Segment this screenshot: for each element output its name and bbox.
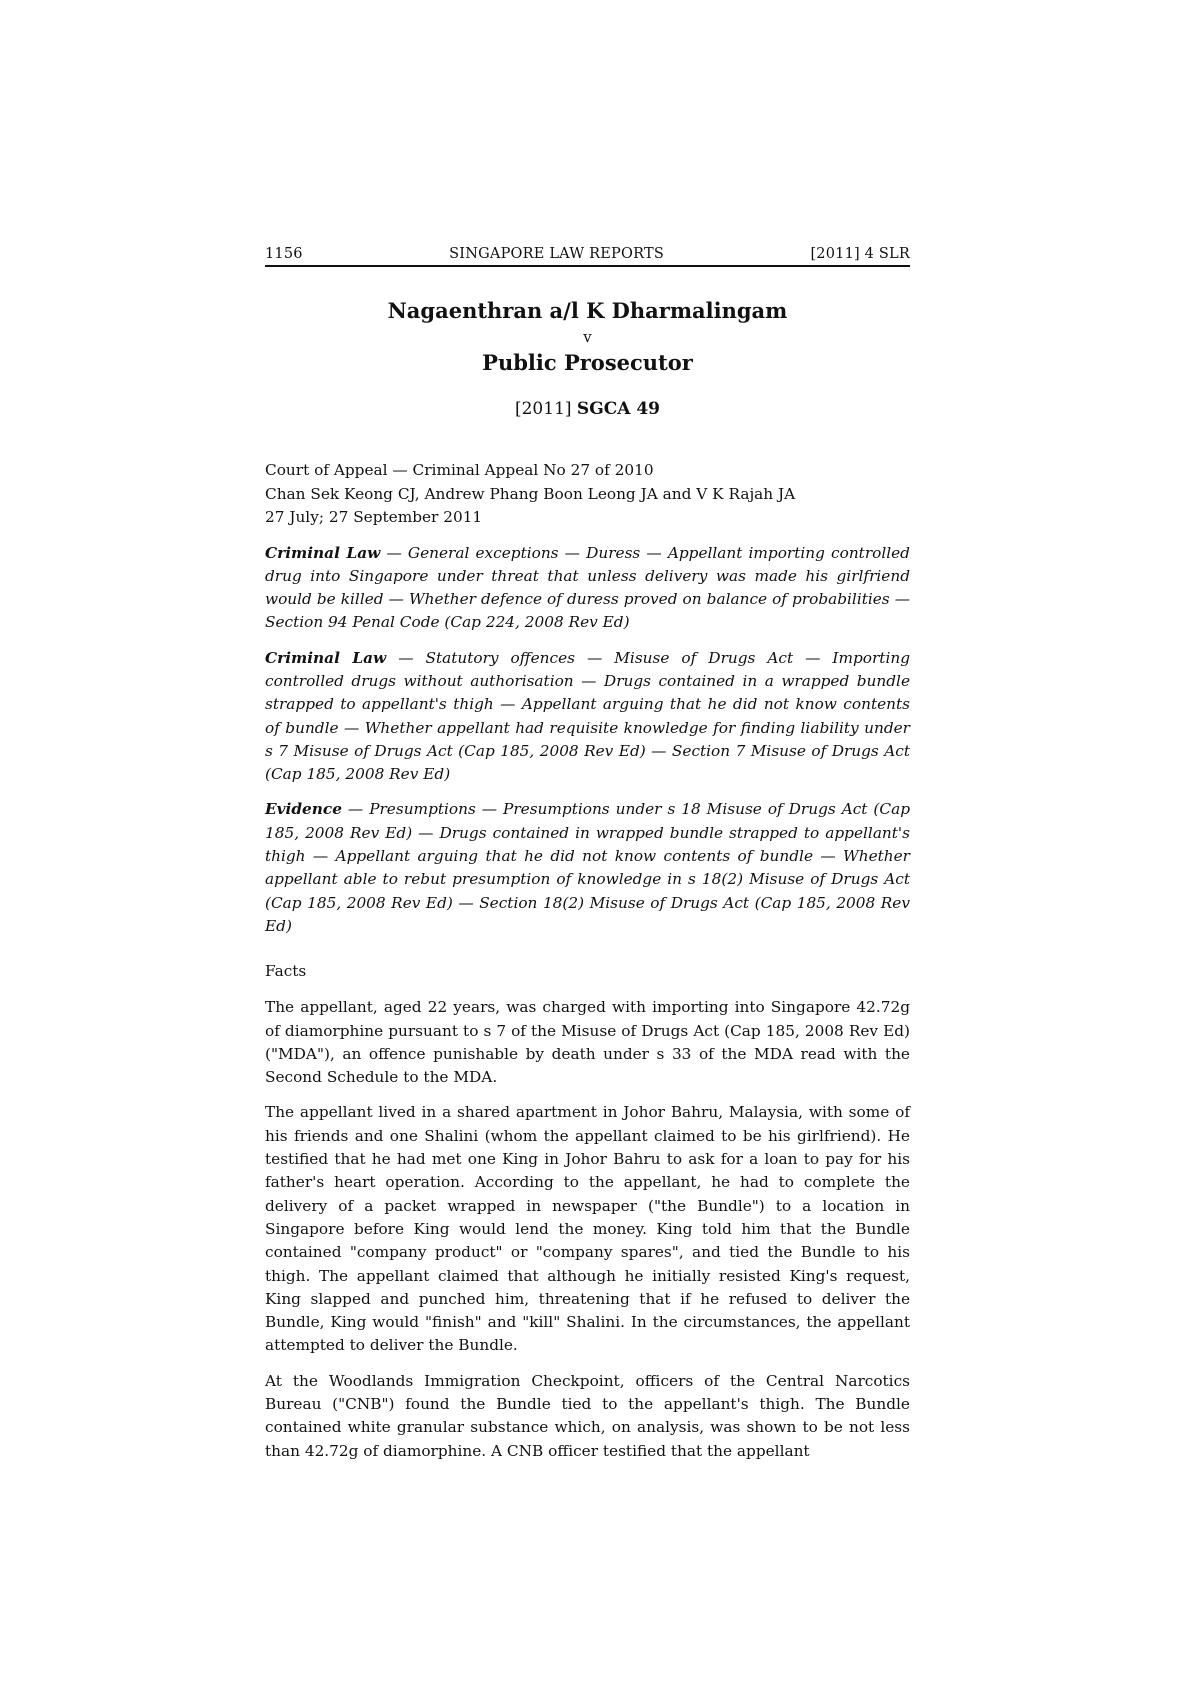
case-title-block xyxy=(265,297,910,419)
hearing-dates: 27 July; 27 September 2011 xyxy=(265,508,483,526)
appellant-name: Nagaenthran a/l K Dharmalingam xyxy=(387,298,788,323)
catchword-heading: Criminal Law xyxy=(265,648,387,667)
coram-line: Chan Sek Keong CJ, Andrew Phang Boon Leong JA and V K Rajah JA xyxy=(265,484,796,503)
journal-title: SINGAPORE LAW REPORTS xyxy=(449,246,664,262)
court-information xyxy=(265,459,910,530)
page-number: 1156 xyxy=(265,246,303,262)
catchword-text: — Statutory offences — Misuse of Drugs Act — Importing controlled drugs without authorisation — Drugs contained in a wrapped bundle strapped to appellant's thigh — Appellant arguing that he did not know contents of bundle — Whether appellant had requisite knowledge for finding liability under s 7 Misuse of Drugs Act (Cap 185, 2008 Rev Ed) — Section 7 Misuse of Drugs Act (Cap 185, 2008 Rev Ed) xyxy=(265,648,910,784)
facts-paragraph: The appellant lived in a shared apartment in Johor Bahru, Malaysia, with some of his friends and one Shalini (whom the appellant claimed to be his girlfriend). He testified that he had met one King in Johor Bahru to ask for a loan to pay for his father's heart operation. According to the appellant, he had to complete the delivery of a packet wrapped in newspaper ("the Bundle") to a location in Singapore before King would lend the money. King told him that the Bundle contained "company product" or "company spares", and tied the Bundle to his thigh. The appellant claimed that although he initially resisted King's request, King slapped and punched him, threatening that if he refused to deliver the Bundle, King would "finish" and "kill" Shalini. In the circumstances, the appellant attempted to deliver the Bundle. xyxy=(265,1103,910,1355)
catchword-text: — Presumptions — Presumptions under s 18 Misuse of Drugs Act (Cap 185, 2008 Rev Ed) — Drugs contained in wrapped bundle strapped to appellant's thigh — Appellant arguing that he did not know contents of bundle — Whether appellant able to rebut presumption of knowledge in s 18(2) Misuse of Drugs Act (Cap 185, 2008 Rev Ed) — Section 18(2) Misuse of Drugs Act (Cap 185, 2008 Rev Ed) xyxy=(265,800,910,935)
volume-reference: [2011] 4 SLR xyxy=(810,246,910,262)
facts-paragraph: The appellant, aged 22 years, was charged with importing into Singapore 42.72g of diamorphine pursuant to s 7 of the Misuse of Drugs Act (Cap 185, 2008 Rev Ed) ("MDA"), an offence punishable by death under s 33 of the MDA read with the Second Schedule to the MDA. xyxy=(265,998,910,1087)
facts-heading: Facts xyxy=(265,962,307,981)
catchword-paragraph xyxy=(265,647,910,787)
catchword-heading: Evidence xyxy=(265,800,342,819)
catchword-paragraph xyxy=(265,798,910,938)
catchword-text: — General exceptions — Duress — Appellant importing controlled drug into Singapore under threat that unless delivery was made his girlfriend would be killed — Whether defence of duress proved on balance of probabilities — Section 94 Penal Code (Cap 224, 2008 Rev Ed) xyxy=(265,543,910,632)
running-header xyxy=(265,246,910,267)
catchword-paragraph xyxy=(265,542,910,635)
citation-reference: SGCA 49 xyxy=(576,399,661,419)
neutral-citation xyxy=(265,399,910,419)
respondent-name: Public Prosecutor xyxy=(482,350,693,375)
facts-paragraph: At the Woodlands Immigration Checkpoint, officers of the Central Narcotics Bureau ("CNB") found the Bundle tied to the appellant's thigh. The Bundle contained white granular substance which, on analysis, was shown to be not less than 42.72g of diamorphine. A CNB officer testified that the appellant xyxy=(265,1371,910,1460)
versus-marker: v xyxy=(583,328,592,346)
law-report-page xyxy=(265,246,910,1475)
court-line: Court of Appeal — Criminal Appeal No 27 of 2010 xyxy=(265,461,654,479)
catchword-heading: Criminal Law xyxy=(265,543,381,562)
citation-year: [2011] xyxy=(514,399,577,419)
